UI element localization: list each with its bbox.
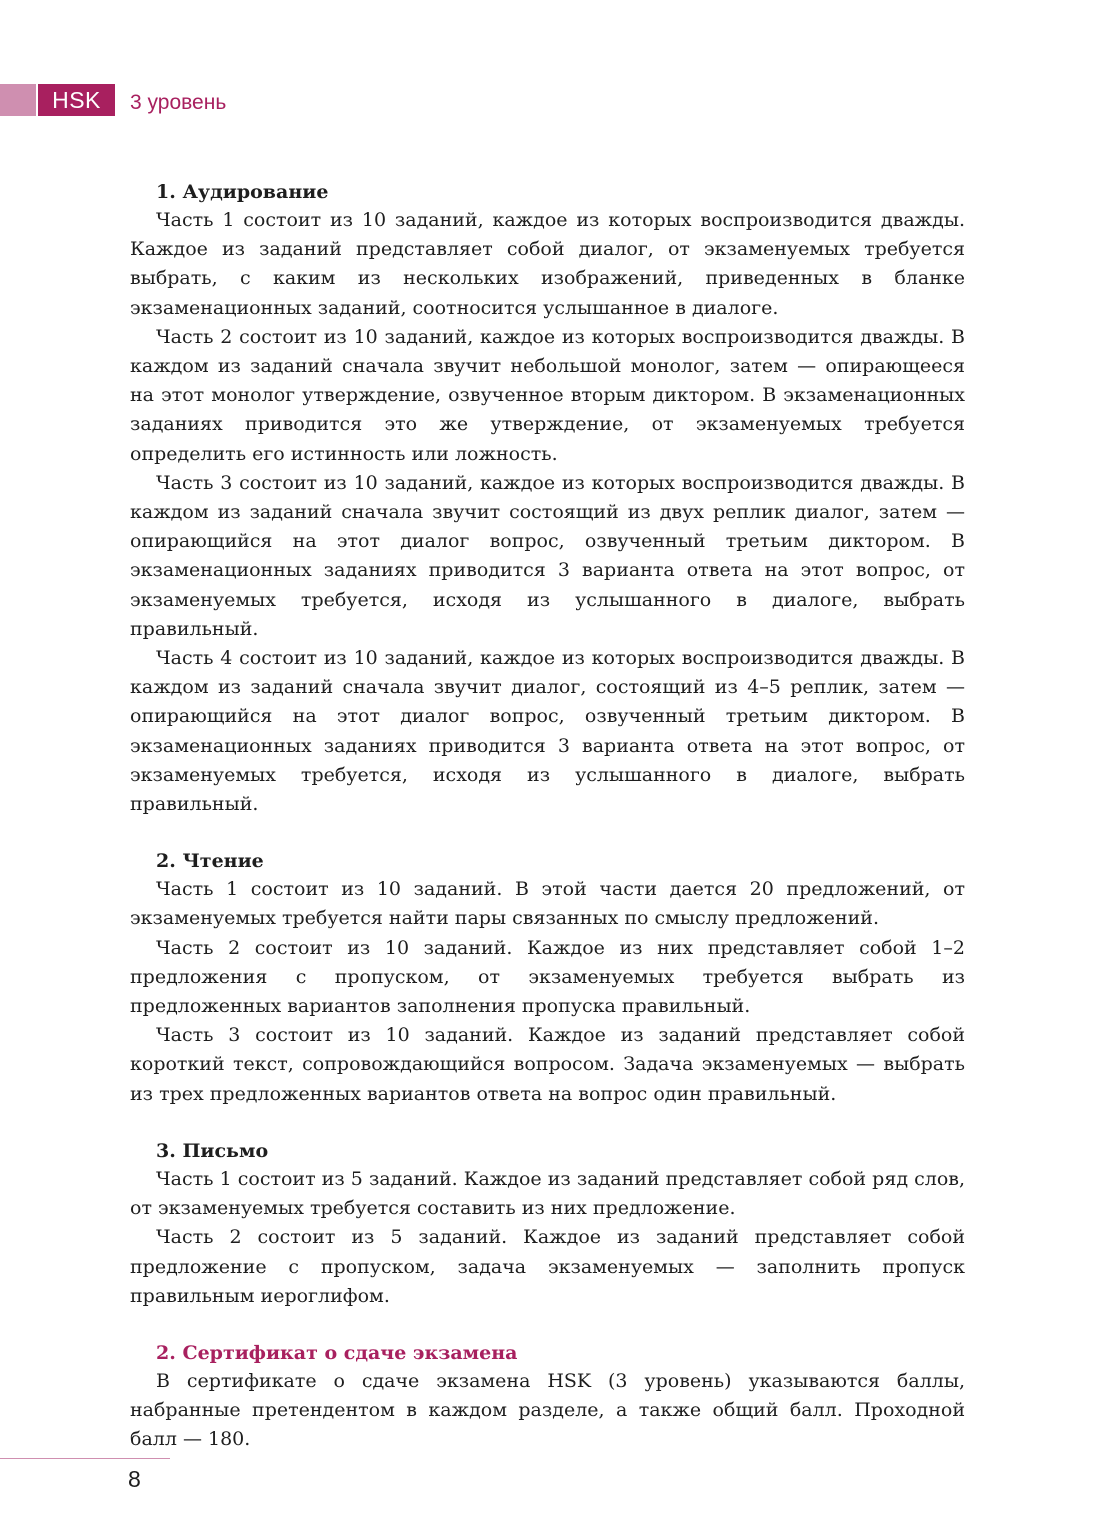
page-content <box>130 178 965 1483</box>
page-number: 8 <box>128 1466 141 1492</box>
paragraph: Часть 3 состоит из 10 заданий. Каждое из заданий представляет собой короткий текст, сопровождающийся вопросом. Задача экзаменуемых — выбрать из трех предложенных вариантов ответа на вопрос один правильный. <box>130 1024 965 1105</box>
paragraph: Часть 2 состоит из 10 заданий. Каждое из них представляет собой 1–2 предложения с пропуском, от экзаменуемых требуется выбрать из предложенных вариантов заполнения пропуска правильный. <box>130 936 965 1018</box>
paragraph: Часть 1 состоит из 10 заданий, каждое из которых воспроизводится дважды. Каждое из заданий представляет собой диалог, от экзаменуемых требуется выбрать, с каким из нескольких изображений, приведенных в бланке экзаменационных заданий, соотносится услышанное в диалоге. <box>130 209 965 319</box>
paragraph: В сертификате о сдаче экзамена HSK (3 уровень) указываются баллы, набранные претендентом в каждом разделе, а также общий балл. Проходной балл — 180. <box>130 1369 965 1451</box>
header-accent-bar <box>0 84 36 116</box>
paragraph: Часть 1 состоит из 10 заданий. В этой части дается 20 предложений, от экзаменуемых требуется найти пары связанных по смыслу предложений. <box>130 878 965 930</box>
header-badge <box>38 84 115 116</box>
section-title: 2. Сертификат о сдаче экзамена <box>156 1341 518 1364</box>
paragraph: Часть 4 состоит из 10 заданий, каждое из которых воспроизводится дважды. В каждом из заданий сначала звучит диалог, состоящий из 4–5 реплик, затем — опирающийся на этот диалог вопрос, озвученный третьим диктором. В экзаменационных заданиях приводится 3 варианта ответа на этот вопрос, от экзаменуемых требуется, исходя из услышанного в диалоге, выбрать правильный. <box>130 647 965 816</box>
section-title: 1. Аудирование <box>156 181 329 203</box>
footer-divider <box>0 1458 170 1459</box>
section-reading <box>130 847 965 1109</box>
section-certificate <box>130 1339 965 1455</box>
section-title: 3. Письмо <box>156 1139 269 1162</box>
paragraph: Часть 2 состоит из 10 заданий, каждое из которых воспроизводится дважды. В каждом из заданий сначала звучит небольшой монолог, затем — опирающееся на этот монолог утверждение, озвученное вторым диктором. В экзаменационных заданиях приводится это же утверждение, от экзаменуемых требуется определить его истинность или ложность. <box>130 325 965 465</box>
paragraph: Часть 3 состоит из 10 заданий, каждое из которых воспроизводится дважды. В каждом из заданий сначала звучит состоящий из двух реплик диалог, затем — опирающийся на этот диалог вопрос, озвученный третьим диктором. В экзаменационных заданиях приводится 3 варианта ответа на этот вопрос, от экзаменуемых требуется, исходя из услышанного в диалоге, выбрать правильный. <box>130 471 965 640</box>
paragraph: Часть 1 состоит из 5 заданий. Каждое из заданий представляет собой ряд слов, от экзаменуемых требуется составить из них предложение. <box>130 1167 965 1220</box>
header-badge-text: HSK <box>52 86 101 113</box>
header-level: 3 уровень <box>130 91 227 114</box>
section-listening <box>130 178 965 819</box>
section-writing <box>130 1137 965 1311</box>
section-title: 2. Чтение <box>156 850 264 873</box>
paragraph: Часть 2 состоит из 5 заданий. Каждое из заданий представляет собой предложение с пропуском, задача экзаменуемых — заполнить пропуск правильным иероглифом. <box>130 1226 965 1307</box>
